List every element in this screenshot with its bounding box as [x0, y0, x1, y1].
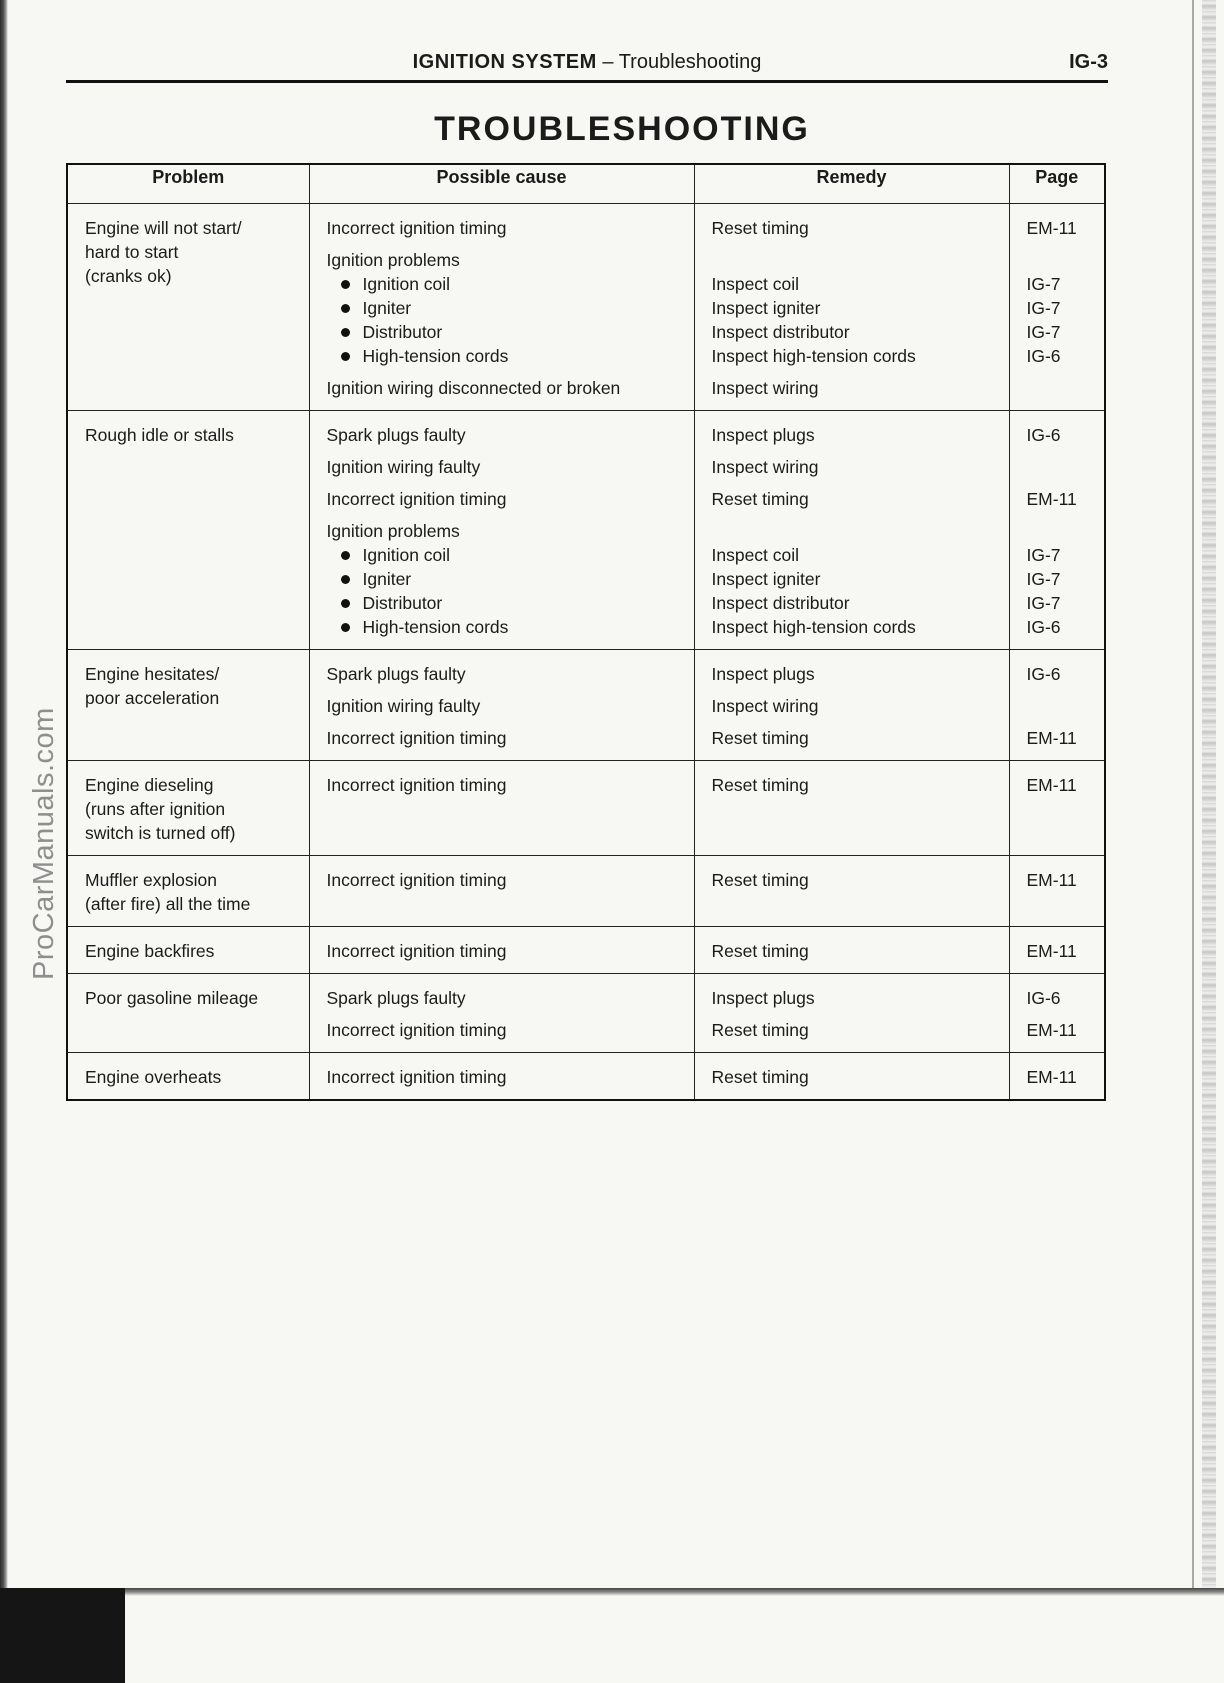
- problem-line: Engine hesitates/: [85, 664, 220, 684]
- header-title: [66, 51, 1108, 74]
- remedy-cell: [694, 650, 1009, 761]
- problem-cell: [67, 974, 309, 1053]
- cause-item: Spark plugs faulty: [326, 425, 466, 445]
- table-row: [67, 411, 1105, 650]
- cause-item: Incorrect ignition timing: [326, 775, 507, 795]
- remedy-item: Reset timing: [711, 489, 809, 509]
- page-ref: EM-11: [1026, 775, 1077, 795]
- cause-item: Incorrect ignition timing: [326, 728, 507, 748]
- page-ref: IG-7: [1026, 545, 1061, 565]
- cause-item: Incorrect ignition timing: [326, 1067, 507, 1087]
- remedy-item: Inspect wiring: [711, 696, 819, 716]
- remedy-item: Reset timing: [711, 1020, 809, 1040]
- table-row: [67, 974, 1105, 1053]
- page-ref: EM-11: [1026, 218, 1077, 238]
- remedy-item: Inspect coil: [711, 545, 800, 565]
- cause-item: Incorrect ignition timing: [326, 218, 507, 238]
- page-ref: IG-7: [1026, 298, 1061, 318]
- remedy-item: Inspect plugs: [711, 664, 815, 684]
- remedy-item: Reset timing: [711, 1067, 809, 1087]
- cause-bullet-item: Distributor: [327, 320, 690, 344]
- page-ref: IG-6: [1026, 425, 1061, 445]
- column-header-problem: Problem: [67, 164, 309, 204]
- cause-item: Ignition wiring faulty: [326, 457, 481, 477]
- remedy-item: Inspect plugs: [711, 988, 815, 1008]
- remedy-item: Inspect coil: [711, 274, 800, 294]
- remedy-cell: [694, 1053, 1009, 1101]
- problem-line: (after fire) all the time: [85, 894, 251, 914]
- page-number: IG-3: [1069, 51, 1108, 73]
- remedy-item: Inspect high-tension cords: [711, 346, 916, 366]
- table-row: [67, 927, 1105, 974]
- page-header: [66, 50, 1108, 83]
- problem-line: (runs after ignition: [85, 799, 226, 819]
- problem-cell: [67, 856, 309, 927]
- page-ref: [1027, 376, 1101, 400]
- problem-line: poor acceleration: [85, 688, 220, 708]
- problem-cell: [67, 411, 309, 650]
- remedy-item: Inspect wiring: [711, 457, 819, 477]
- page-ref-cell: [1009, 856, 1105, 927]
- page-ref: EM-11: [1026, 941, 1077, 961]
- problem-line: (cranks ok): [85, 266, 172, 286]
- remedy-item: Inspect distributor: [711, 322, 850, 342]
- page-ref: EM-11: [1026, 870, 1077, 890]
- page-ref-cell: [1009, 650, 1105, 761]
- cause-item: Ignition problems: [326, 521, 460, 541]
- page-ref: IG-6: [1026, 988, 1061, 1008]
- column-header-page: Page: [1009, 164, 1105, 204]
- remedy-cell: [694, 761, 1009, 856]
- remedy-item: Inspect wiring: [711, 378, 819, 398]
- page-ref-cell: [1009, 1053, 1105, 1101]
- problem-line: Poor gasoline mileage: [85, 988, 259, 1008]
- remedy-cell: [694, 411, 1009, 650]
- cause-item: Spark plugs faulty: [326, 664, 466, 684]
- cause-item: Incorrect ignition timing: [326, 941, 507, 961]
- table-header-row: [67, 164, 1105, 204]
- cause-item: Ignition problems: [326, 250, 460, 270]
- table-row: [67, 856, 1105, 927]
- problem-cell: [67, 1053, 309, 1101]
- page-ref: EM-11: [1026, 728, 1077, 748]
- page-ref: [1027, 248, 1101, 272]
- remedy-item: Reset timing: [711, 870, 809, 890]
- cause-item: Ignition wiring faulty: [326, 696, 481, 716]
- page-title: TROUBLESHOOTING: [434, 110, 810, 148]
- remedy-item: Reset timing: [711, 941, 809, 961]
- problem-line: hard to start: [85, 242, 179, 262]
- problem-line: Engine dieseling: [85, 775, 214, 795]
- problem-line: Muffler explosion: [85, 870, 217, 890]
- remedy-item: Inspect igniter: [711, 569, 821, 589]
- page-ref: IG-7: [1026, 274, 1061, 294]
- page-ref: EM-11: [1026, 1020, 1077, 1040]
- cause-item: Spark plugs faulty: [326, 988, 466, 1008]
- page-ref: EM-11: [1026, 489, 1077, 509]
- column-header-remedy: Remedy: [694, 164, 1009, 204]
- remedy-item: Inspect high-tension cords: [711, 617, 916, 637]
- page-ref-cell: [1009, 761, 1105, 856]
- remedy-item: Inspect plugs: [711, 425, 815, 445]
- page-ref: IG-7: [1026, 569, 1061, 589]
- cause-cell: [309, 1053, 694, 1101]
- problem-cell: [67, 761, 309, 856]
- table-row: [67, 650, 1105, 761]
- cause-bullet-item: High-tension cords: [327, 344, 690, 368]
- scan-right-edge: [1202, 0, 1216, 1590]
- scan-right-line: [1192, 0, 1194, 1590]
- cause-item: Incorrect ignition timing: [326, 1020, 507, 1040]
- page-ref: IG-7: [1026, 593, 1061, 613]
- remedy-cell: [694, 974, 1009, 1053]
- table-row: [67, 204, 1105, 411]
- cause-item: Incorrect ignition timing: [326, 489, 507, 509]
- cause-cell: [309, 761, 694, 856]
- table-body: [67, 204, 1105, 1101]
- remedy-cell: [694, 927, 1009, 974]
- remedy-item: Inspect igniter: [711, 298, 821, 318]
- page-ref: [1027, 455, 1101, 479]
- page-ref-cell: [1009, 411, 1105, 650]
- cause-cell: [309, 650, 694, 761]
- remedy-item: [712, 519, 1005, 543]
- cause-bullet-item: Ignition coil: [327, 272, 690, 296]
- cause-bullet-item: Igniter: [327, 567, 690, 591]
- scan-bottom-edge: [0, 1588, 1224, 1596]
- problem-cell: [67, 204, 309, 411]
- remedy-item: Inspect distributor: [711, 593, 850, 613]
- remedy-item: Reset timing: [711, 775, 809, 795]
- remedy-cell: [694, 204, 1009, 411]
- page-ref: IG-6: [1026, 617, 1061, 637]
- problem-cell: [67, 650, 309, 761]
- scan-corner: [0, 1588, 125, 1683]
- remedy-item: Reset timing: [711, 218, 809, 238]
- page-ref: EM-11: [1026, 1067, 1077, 1087]
- page-ref: IG-7: [1026, 322, 1061, 342]
- page-ref: [1027, 519, 1101, 543]
- cause-cell: [309, 927, 694, 974]
- column-header-cause: Possible cause: [309, 164, 694, 204]
- watermark: ProCarManuals.com: [28, 707, 60, 980]
- page-ref: IG-6: [1026, 346, 1061, 366]
- cause-item: Incorrect ignition timing: [326, 870, 507, 890]
- header-subsection: Troubleshooting: [618, 51, 762, 73]
- table-row: [67, 1053, 1105, 1101]
- table-row: [67, 761, 1105, 856]
- cause-cell: [309, 856, 694, 927]
- remedy-item: [712, 248, 1005, 272]
- troubleshooting-table: [66, 163, 1106, 1101]
- cause-bullet-item: Igniter: [327, 296, 690, 320]
- problem-line: Rough idle or stalls: [85, 425, 234, 445]
- page-ref-cell: [1009, 927, 1105, 974]
- cause-cell: [309, 204, 694, 411]
- problem-line: Engine will not start/: [85, 218, 242, 238]
- cause-bullet-item: Ignition coil: [327, 543, 690, 567]
- remedy-cell: [694, 856, 1009, 927]
- cause-cell: [309, 411, 694, 650]
- cause-cell: [309, 974, 694, 1053]
- header-section: IGNITION SYSTEM: [412, 51, 597, 73]
- page-ref-cell: [1009, 204, 1105, 411]
- page-ref: IG-6: [1026, 664, 1061, 684]
- page-ref: [1027, 694, 1101, 718]
- page-ref-cell: [1009, 974, 1105, 1053]
- cause-bullet-item: Distributor: [327, 591, 690, 615]
- problem-cell: [67, 927, 309, 974]
- scan-left-edge: [0, 0, 8, 1590]
- problem-line: switch is turned off): [85, 823, 236, 843]
- remedy-item: Reset timing: [711, 728, 809, 748]
- problem-line: Engine backfires: [85, 941, 215, 961]
- cause-bullet-item: High-tension cords: [327, 615, 690, 639]
- header-separator: –: [602, 51, 614, 73]
- cause-item: Ignition wiring disconnected or broken: [326, 378, 621, 398]
- problem-line: Engine overheats: [85, 1067, 222, 1087]
